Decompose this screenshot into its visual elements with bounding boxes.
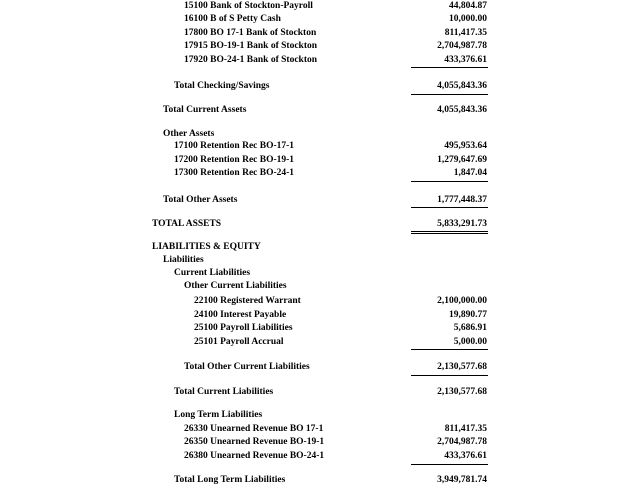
- total-amount: 1,777,448.37: [437, 195, 487, 205]
- subtotal-rule: [411, 181, 488, 182]
- account-amount: 811,417.35: [444, 424, 487, 434]
- total-other-assets-row: [0, 194, 640, 206]
- account-label: 17800 BO 17-1 Bank of Stockton: [184, 28, 317, 38]
- account-label: 17300 Retention Rec BO-24-1: [174, 168, 295, 178]
- account-row: [0, 322, 640, 334]
- total-amount: 4,055,843.36: [437, 81, 487, 91]
- account-row: [0, 154, 640, 166]
- total-other-current-row: [0, 361, 640, 373]
- total-label: TOTAL ASSETS: [152, 219, 222, 229]
- subtotal-rule: [411, 67, 488, 68]
- total-amount: 4,055,843.36: [437, 105, 487, 115]
- account-amount: 495,953.64: [444, 141, 487, 151]
- account-amount: 433,376.61: [444, 55, 487, 65]
- account-amount: 2,704,987.78: [437, 41, 487, 51]
- account-amount: 433,376.61: [444, 451, 487, 461]
- account-amount: 5,686.91: [453, 323, 487, 333]
- section-heading-row: [0, 128, 640, 140]
- account-amount: 44,804.87: [449, 1, 487, 11]
- section-heading: Other Assets: [163, 129, 215, 139]
- account-row: [0, 27, 640, 39]
- grand-total-double-rule: [411, 231, 488, 234]
- section-heading: LIABILITIES & EQUITY: [152, 242, 261, 252]
- total-assets-row: [0, 218, 640, 230]
- account-row: [0, 336, 640, 348]
- account-row: [0, 450, 640, 462]
- total-amount: 2,130,577.68: [437, 362, 487, 372]
- subtotal-rule: [411, 375, 488, 376]
- section-heading-row: [0, 254, 640, 266]
- subtotal-rule: [411, 349, 488, 350]
- account-label: 25100 Payroll Liabilities: [194, 323, 293, 333]
- account-row: [0, 423, 640, 435]
- total-amount: 2,130,577.68: [437, 387, 487, 397]
- account-row: [0, 295, 640, 307]
- account-amount: 2,100,000.00: [437, 296, 487, 306]
- account-label: 24100 Interest Payable: [194, 310, 287, 320]
- account-row: [0, 309, 640, 321]
- total-current-liabilities-row: [0, 386, 640, 398]
- account-row: [0, 13, 640, 25]
- subtotal-rule: [411, 464, 488, 465]
- account-label: 25101 Payroll Accrual: [194, 337, 284, 347]
- account-amount: 811,417.35: [444, 28, 487, 38]
- account-label: 15100 Bank of Stockton-Payroll: [184, 1, 313, 11]
- total-long-term-row: [0, 474, 640, 486]
- account-label: 16100 B of S Petty Cash: [184, 14, 281, 24]
- total-current-assets-row: [0, 104, 640, 116]
- section-heading-row: [0, 241, 640, 253]
- total-label: Total Long Term Liabilities: [174, 475, 286, 485]
- section-heading: Other Current Liabilities: [184, 281, 287, 291]
- total-label: Total Current Liabilities: [174, 387, 274, 397]
- section-heading: Long Term Liabilities: [174, 410, 263, 420]
- subtotal-rule: [411, 207, 488, 208]
- account-amount: 5,000.00: [453, 337, 487, 347]
- account-label: 26380 Unearned Revenue BO-24-1: [184, 451, 325, 461]
- account-amount: 1,279,647.69: [437, 155, 487, 165]
- account-amount: 10,000.00: [449, 14, 487, 24]
- account-row: [0, 436, 640, 448]
- account-label: 26330 Unearned Revenue BO 17-1: [184, 424, 324, 434]
- account-row: [0, 40, 640, 52]
- total-label: Total Other Assets: [163, 195, 238, 205]
- account-row: [0, 0, 640, 12]
- section-heading: Liabilities: [163, 255, 204, 265]
- section-heading-row: [0, 280, 640, 292]
- account-label: 26350 Unearned Revenue BO-19-1: [184, 437, 325, 447]
- account-label: 17915 BO-19-1 Bank of Stockton: [184, 41, 318, 51]
- account-row: [0, 167, 640, 179]
- account-row: [0, 140, 640, 152]
- account-amount: 2,704,987.78: [437, 437, 487, 447]
- account-amount: 19,890.77: [449, 310, 487, 320]
- total-amount: 3,949,781.74: [437, 475, 487, 485]
- total-label: Total Current Assets: [163, 105, 247, 115]
- total-label: Total Checking/Savings: [174, 81, 270, 91]
- account-label: 17920 BO-24-1 Bank of Stockton: [184, 55, 318, 65]
- account-label: 17100 Retention Rec BO-17-1: [174, 141, 295, 151]
- account-label: 22100 Registered Warrant: [194, 296, 301, 306]
- section-heading-row: [0, 267, 640, 279]
- total-checking-row: [0, 80, 640, 92]
- account-row: [0, 54, 640, 66]
- subtotal-rule: [411, 94, 488, 95]
- total-amount: 5,833,291.73: [437, 219, 487, 229]
- total-label: Total Other Current Liabilities: [184, 362, 310, 372]
- section-heading: Current Liabilities: [174, 268, 251, 278]
- section-heading-row: [0, 409, 640, 421]
- account-amount: 1,847.04: [453, 168, 487, 178]
- account-label: 17200 Retention Rec BO-19-1: [174, 155, 295, 165]
